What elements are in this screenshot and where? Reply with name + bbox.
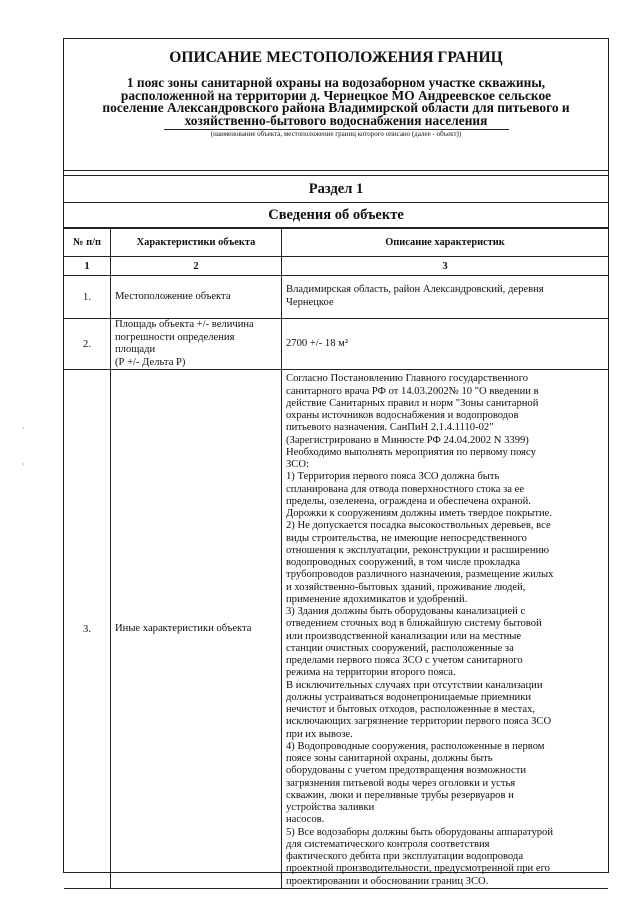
row-characteristic — [111, 370, 282, 889]
column-number-row — [64, 257, 608, 276]
description-line: должны устраиваться водонепроницаемые приемники — [286, 691, 532, 703]
row-characteristic — [111, 276, 282, 319]
scan-artifact: · — [22, 424, 25, 433]
description-line: Необходимо выполнять мероприятия по первому поясу — [286, 446, 536, 458]
description-line: трубопроводов различного назначения, размещение жилых — [286, 569, 554, 581]
row-description — [282, 276, 609, 319]
description-line: нечистот и бытовых отходов, расположенные в местах, — [286, 704, 536, 716]
description-line: Дорожки к сооружениям должны иметь твердое покрытие. — [286, 508, 553, 520]
description-line: станции очистных сооружений, расположенные за — [286, 642, 514, 654]
description-line: виды строительства, не имеющие непосредственного — [286, 532, 527, 544]
column-number: 2 — [111, 257, 282, 276]
description-line: насосов. — [286, 814, 325, 826]
characteristic-line: Площадь объекта +/- величина — [115, 319, 254, 330]
header-characteristic: Характеристики объекта — [111, 229, 282, 257]
object-info-table — [64, 228, 608, 889]
header-description: Описание характеристик — [282, 229, 609, 257]
document-title: ОПИСАНИЕ МЕСТОПОЛОЖЕНИЯ ГРАНИЦ — [169, 49, 503, 66]
column-number: 1 — [64, 257, 111, 276]
characteristic-line: (Р +/- Дельта Р) — [115, 356, 186, 368]
description-line: Владимирская область, район Александровский, деревня — [286, 284, 544, 296]
description-line: водопроводных сооружений, в том числе прокладка — [286, 557, 521, 569]
description-line: отношения к эксплуатации, реконструкции и расширению — [286, 544, 550, 556]
description-line: пределами первого пояса ЗСО с учетом санитарного — [286, 655, 523, 667]
object-name-line: 1 пояс зоны санитарной охраны на водозаборном участке скважины, — [126, 75, 546, 90]
description-line: применение ядохимикатов и удобрений. — [286, 593, 468, 605]
description-line: действие Санитарных правил и норм "Зоны санитарной — [286, 397, 539, 409]
description-line: Согласно Постановлению Главного государственного — [286, 373, 529, 385]
description-line: 2) Не допускается посадка высокоствольных деревьев, все — [286, 520, 551, 532]
row-number: 1. — [64, 276, 111, 319]
header-number: № п/п — [64, 229, 111, 257]
description-line: 1) Территория первого пояса ЗСО должна быть — [286, 471, 500, 483]
row-characteristic — [111, 319, 282, 370]
description-line: Чернецкое — [286, 297, 334, 308]
description-line: отведением сточных вод в ближайшую систему бытовой — [286, 618, 542, 630]
table-row — [64, 319, 608, 370]
description-line: оборудованы с учетом предотвращения возможности — [286, 765, 527, 777]
description-line: В исключительных случаях при отсутствии канализации — [286, 679, 543, 691]
description-line: или производственной канализации или на местные — [286, 630, 522, 642]
description-line: спланирована для отвода поверхностного стока за ее — [286, 483, 525, 495]
description-line: режима на территории второго пояса. — [286, 667, 456, 679]
description-line: ЗСО: — [286, 459, 309, 471]
section-title: Сведения об объекте — [64, 203, 608, 228]
description-line: (Зарегистрировано в Минюсте РФ 24.04.2002 N 3399) — [286, 434, 529, 446]
object-name-line: поселение Александровского района Владимирской области для питьевого и — [102, 100, 570, 116]
table-row — [64, 370, 608, 889]
description-line: 5) Все водозаборы должны быть оборудованы аппаратурой — [286, 826, 554, 838]
description-line: санитарного врача РФ от 14.03.2002№ 10 "О введении в — [286, 385, 539, 397]
description-line: устройства заливки — [286, 802, 375, 814]
description-line: скважин, люки и переливные трубы резервуаров и — [286, 789, 514, 801]
document-page — [63, 38, 609, 887]
row-number: 2. — [64, 319, 111, 370]
column-number: 3 — [282, 257, 609, 276]
description-line: фактического дебита при эксплуатации водопровода — [286, 851, 524, 863]
section-number: Раздел 1 — [64, 176, 608, 203]
description-line: питьевого назначения. СанПиН 2.1.4.1110-02" — [286, 422, 494, 434]
object-name-caption: (наименование объекта, местоположение границ которого описано (далее - объект)) — [164, 129, 509, 138]
row-description — [282, 319, 609, 370]
table-row — [64, 276, 608, 319]
description-line: 2700 +/- 18 м² — [286, 337, 349, 349]
characteristic-line: Иные характеристики объекта — [115, 622, 252, 634]
row-number: 3. — [64, 370, 111, 889]
description-line: для систематического контроля соответствия — [286, 838, 490, 850]
description-line: пределы, озеленена, ограждена и обеспечена охраной. — [286, 495, 531, 507]
scan-artifact: · — [22, 460, 25, 469]
characteristic-line: Местоположение объекта — [115, 290, 231, 302]
document-header — [64, 49, 608, 171]
description-line: и хозяйственно-бытовых зданий, проживание людей, — [286, 581, 526, 593]
object-name — [64, 77, 608, 127]
characteristic-line: погрешности определения площади — [115, 331, 235, 356]
description-line: проектной производительности, предусмотренной при его — [286, 863, 550, 875]
description-line: 4) Водопроводные сооружения, расположенные в первом — [286, 740, 545, 752]
description-line: загрязнения питьевой воды через оголовки и устья — [286, 777, 516, 789]
description-line: 3) Здания должны быть оборудованы канализацией с — [286, 606, 526, 618]
object-name-line: расположенной на территории д. Чернецкое МО Андреевское сельское — [120, 87, 552, 103]
description-line: исключающих загрязнение территории первого пояса ЗСО — [286, 716, 552, 728]
row-description — [282, 370, 609, 889]
object-name-line: хозяйственно-бытового водоснабжения населения — [184, 112, 488, 128]
description-line: охраны источников водоснабжения и водопроводов — [286, 410, 519, 422]
description-line: поясе зоны санитарной охраны, должны быть — [286, 753, 493, 765]
description-line: проектировании и обосновании границ ЗСО. — [286, 875, 489, 887]
description-line: при их вывозе. — [286, 728, 353, 740]
table-header-row — [64, 229, 608, 257]
